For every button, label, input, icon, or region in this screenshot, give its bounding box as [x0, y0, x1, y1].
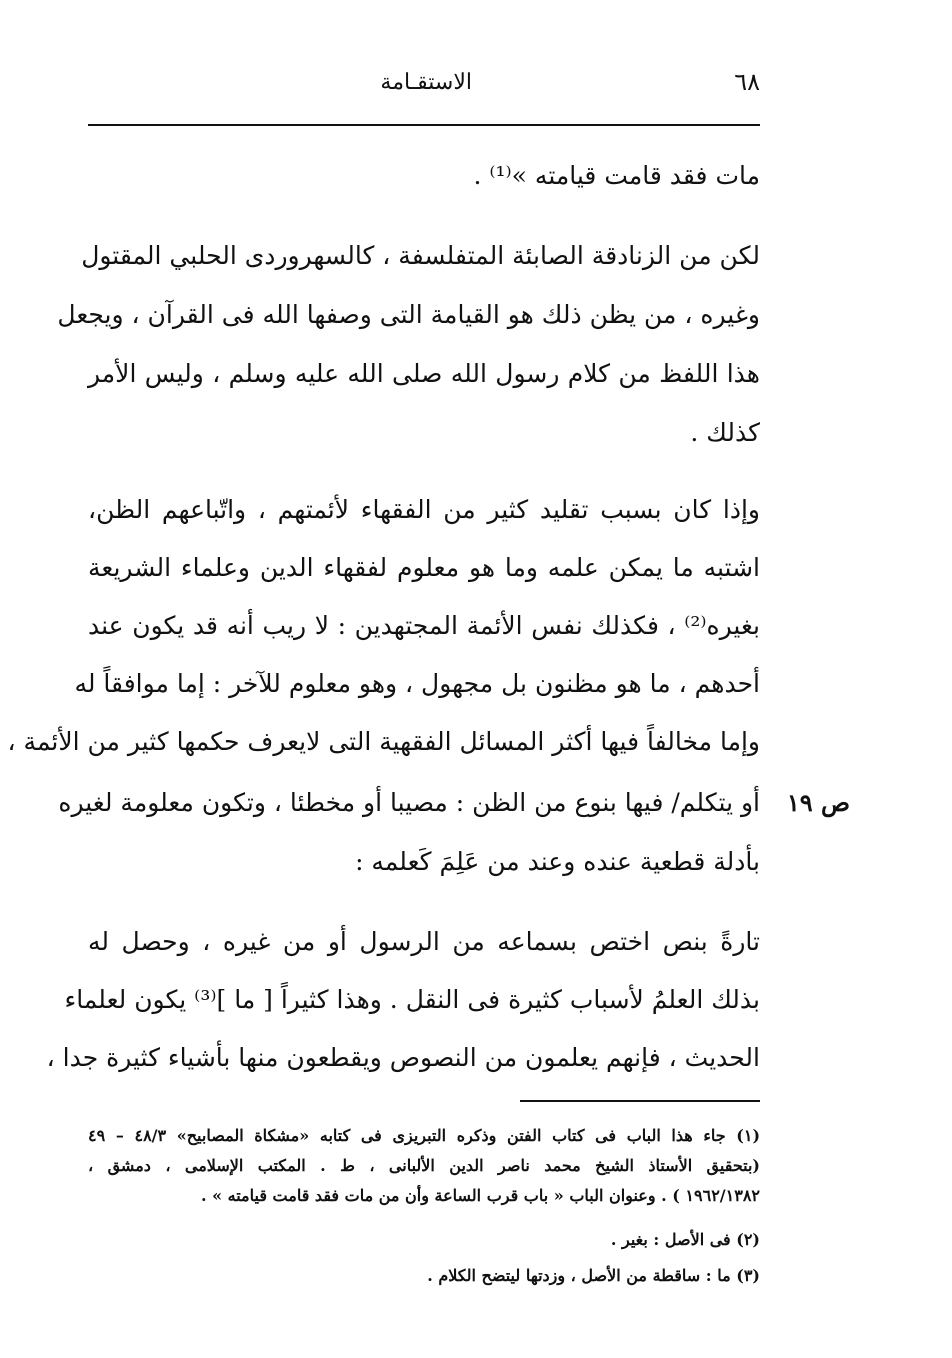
- body-line: أو يتكلم/ فيها بنوع من الظن : مصيبا أو مخطئا ، وتكون معلومة لغيره: [58, 788, 760, 817]
- footnote-line: (٢) فى الأصل : بغير .: [610, 1230, 760, 1249]
- body-line: أحدهم ، ما هو مظنون بل مجهول ، وهو معلوم للآخر : إما موافقاً له: [74, 669, 760, 698]
- footnote-line: ١٩٦٢/١٣٨٢ ) . وعنوان الباب « باب قرب الساعة وأن من مات فقد قامت قيامته » .: [200, 1186, 760, 1205]
- body-line: وغيره ، من يظن ذلك هو القيامة التى وصفها الله فى القرآن ، ويجعل: [57, 300, 760, 329]
- margin-page-reference: ص ١٩: [786, 788, 850, 817]
- body-line: بأدلة قطعية عنده وعند من عَلِمَ كَعلمه :: [355, 847, 760, 876]
- footnote-line: (بتحقيق الأستاذ الشيخ محمد ناصر الدين الألبانى ، ط . المكتب الإسلامى ، دمشق ،: [88, 1156, 760, 1175]
- page-header: [88, 62, 760, 102]
- header-rule: [88, 124, 760, 126]
- body-line: مات فقد قامت قيامته »⁽¹⁾ .: [473, 161, 760, 190]
- page-number: ٦٨: [734, 68, 760, 96]
- body-line: بذلك العلمُ لأسباب كثيرة فى النقل . وهذا كثيراً [ ما ]⁽³⁾ يكون لعلماء: [64, 985, 760, 1014]
- body-line: بغيره⁽²⁾ ، فكذلك نفس الأئمة المجتهدين : لا ريب أنه قد يكون عند: [88, 611, 760, 640]
- body-line: وإذا كان بسبب تقليد كثير من الفقهاء لأئمتهم ، واتّباعهم الظن،: [88, 495, 760, 524]
- running-title: الاستقـامة: [380, 70, 472, 95]
- body-line: كذلك .: [690, 418, 760, 447]
- footnote-line: (١) جاء هذا الباب فى كتاب الفتن وذكره التبريزى فى كتابه «مشكاة المصابيح» ٤٨/٣ – ٤٩: [88, 1126, 761, 1145]
- body-line: لكن من الزنادقة الصابئة المتفلسفة ، كالسهروردى الحلبي المقتول: [81, 241, 760, 270]
- body-line: تارةً بنص اختص بسماعه من الرسول أو من غيره ، وحصل له: [88, 927, 760, 956]
- footnote-rule: [520, 1100, 760, 1102]
- body-line: وإما مخالفاً فيها أكثر المسائل الفقهية التى لايعرف حكمها كثير من الأئمة ،: [7, 727, 760, 756]
- body-line: اشتبه ما يمكن علمه وما هو معلوم لفقهاء الدين وعلماء الشريعة: [88, 553, 760, 582]
- body-line: هذا اللفظ من كلام رسول الله صلى الله عليه وسلم ، وليس الأمر: [88, 359, 760, 388]
- body-line: الحديث ، فإنهم يعلمون من النصوص ويقطعون منها بأشياء كثيرة جدا ،: [46, 1043, 760, 1072]
- footnote-line: (٣) ما : ساقطة من الأصل ، وزدتها ليتضح الكلام .: [427, 1266, 760, 1285]
